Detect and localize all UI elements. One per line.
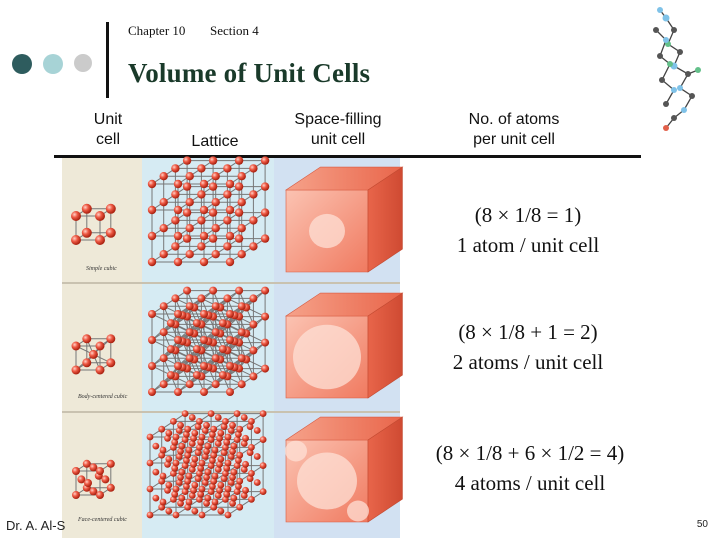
atom-sphere — [236, 478, 243, 485]
atom-sphere — [217, 456, 224, 463]
atom-sphere — [238, 224, 246, 232]
atom-sphere — [82, 334, 91, 343]
atom-sphere — [183, 287, 191, 295]
atom-sphere — [200, 310, 208, 318]
row-body-centered-count — [408, 317, 648, 377]
atom-sphere — [248, 418, 255, 425]
atom-sphere — [178, 469, 185, 476]
atom-sphere — [209, 287, 217, 295]
atom-sphere — [223, 164, 231, 172]
atom-sphere — [212, 302, 220, 310]
atom-sphere — [230, 443, 237, 450]
atom-sphere — [209, 156, 217, 164]
atom-sphere — [261, 182, 269, 190]
atom-sphere — [260, 410, 267, 417]
atom-sphere — [204, 469, 211, 476]
atom-sphere — [238, 302, 246, 310]
atom-sphere — [189, 414, 196, 421]
caption-face-centered-cubic: Face-centered cubic — [78, 517, 127, 523]
atom-sphere — [226, 388, 234, 396]
atom-sphere — [225, 486, 232, 493]
atom-sphere — [96, 467, 104, 475]
atom-sphere — [212, 499, 219, 506]
atom-sphere — [222, 418, 229, 425]
atom-sphere — [261, 156, 269, 164]
atom-sphere — [212, 473, 219, 480]
col-header-space-filling-line1: Space-filling — [294, 111, 382, 128]
atom-sphere — [193, 319, 201, 327]
atom-sphere — [95, 211, 105, 221]
atom-sphere — [184, 426, 191, 433]
col-header-atoms-line1: No. of atoms — [468, 111, 560, 128]
sphere-face-cut — [309, 214, 345, 248]
atom-sphere — [199, 460, 206, 467]
atom-sphere — [210, 426, 217, 433]
chapter-label: Chapter 10 — [128, 23, 186, 38]
atom-sphere — [248, 444, 255, 451]
atom-sphere — [235, 234, 243, 242]
atom-sphere — [171, 294, 179, 302]
atom-sphere — [200, 206, 208, 214]
atom-sphere — [165, 508, 172, 515]
atom-sphere — [96, 342, 105, 351]
atom-sphere — [148, 362, 156, 370]
atom-sphere — [71, 235, 81, 245]
section-label: Section 4 — [210, 23, 259, 38]
atom-sphere — [174, 388, 182, 396]
atom-sphere — [147, 486, 154, 493]
atom-sphere — [226, 258, 234, 266]
sphere-face-cut — [293, 325, 361, 390]
col-header-atoms-line2: per unit cell — [473, 131, 555, 148]
atom-sphere — [199, 434, 206, 441]
atom-sphere — [160, 380, 168, 388]
row-face-centered-count — [398, 438, 662, 498]
atom-sphere — [204, 495, 211, 502]
atom-sphere — [82, 358, 91, 367]
atom-sphere — [212, 172, 220, 180]
caption-simple-cubic: Simple cubic — [86, 266, 117, 272]
atom-sphere — [186, 250, 194, 258]
atom-sphere — [223, 242, 231, 250]
atom-sphere — [226, 310, 234, 318]
atom-sphere — [254, 479, 261, 486]
atom-sphere — [249, 372, 257, 380]
atom-sphere — [225, 460, 232, 467]
atom-sphere — [191, 508, 198, 515]
atom-sphere — [173, 434, 180, 441]
atom-sphere — [235, 182, 243, 190]
atom-sphere — [200, 388, 208, 396]
atom-sphere — [242, 461, 249, 468]
atom-sphere — [235, 208, 243, 216]
atom-sphere — [160, 172, 168, 180]
atom-sphere — [106, 228, 116, 238]
atom-sphere — [106, 358, 115, 367]
atom-sphere — [193, 345, 201, 353]
atom-sphere — [260, 462, 267, 469]
atom-sphere — [178, 443, 185, 450]
atom-sphere — [95, 235, 105, 245]
atom-sphere — [208, 410, 215, 417]
atom-sphere — [235, 156, 243, 164]
atom-sphere — [238, 172, 246, 180]
sphere-face-cut — [347, 501, 369, 522]
atom-sphere — [212, 354, 220, 362]
atom-sphere — [171, 190, 179, 198]
sphere-face-cut — [285, 441, 307, 462]
atom-sphere — [89, 350, 98, 359]
atom-sphere — [84, 479, 92, 487]
atom-sphere — [261, 287, 269, 295]
atom-sphere — [186, 172, 194, 180]
atom-sphere — [147, 512, 154, 519]
atom-sphere — [226, 206, 234, 214]
atom-sphere — [248, 470, 255, 477]
page-number: 50 — [696, 519, 708, 530]
atom-sphere — [261, 313, 269, 321]
calc-body-centered: (8 × 1/8 + 1 = 2) — [458, 320, 598, 344]
atom-sphere — [183, 182, 191, 190]
atom-sphere — [183, 156, 191, 164]
atom-sphere — [241, 414, 248, 421]
atom-sphere — [226, 362, 234, 370]
atom-sphere — [209, 208, 217, 216]
atom-sphere — [148, 180, 156, 188]
result-body-centered: 2 atoms / unit cell — [452, 350, 604, 374]
atom-sphere — [238, 328, 246, 336]
atom-sphere — [186, 473, 193, 480]
atom-sphere — [260, 436, 267, 443]
atom-sphere — [173, 486, 180, 493]
atom-sphere — [191, 456, 198, 463]
atom-sphere — [235, 287, 243, 295]
page-title: Volume of Unit Cells — [128, 58, 371, 88]
row-simple-cubic-count — [408, 200, 648, 260]
atom-sphere — [82, 204, 92, 214]
atom-sphere — [152, 443, 159, 450]
atom-sphere — [200, 180, 208, 188]
atom-sphere — [204, 443, 211, 450]
atom-sphere — [249, 346, 257, 354]
atom-sphere — [261, 208, 269, 216]
atom-sphere — [186, 198, 194, 206]
atom-sphere — [72, 366, 81, 375]
atom-sphere — [238, 198, 246, 206]
col-header-unit-cell-line1: Unit — [93, 111, 123, 128]
atom-sphere — [242, 435, 249, 442]
atom-sphere — [72, 491, 80, 499]
atom-sphere — [229, 422, 236, 429]
atom-sphere — [225, 434, 232, 441]
atom-sphere — [226, 232, 234, 240]
atom-sphere — [219, 345, 227, 353]
atom-sphere — [212, 250, 220, 258]
atom-sphere — [209, 182, 217, 190]
atom-sphere — [230, 469, 237, 476]
atom-sphere — [178, 495, 185, 502]
atom-sphere — [249, 320, 257, 328]
atom-sphere — [212, 328, 220, 336]
atom-sphere — [230, 495, 237, 502]
atom-sphere — [160, 499, 167, 506]
atom-sphere — [238, 380, 246, 388]
atom-sphere — [71, 211, 81, 221]
atom-sphere — [174, 362, 182, 370]
atom-sphere — [225, 512, 232, 519]
calc-simple-cubic: (8 × 1/8 = 1) — [474, 203, 582, 227]
atom-sphere — [200, 232, 208, 240]
atom-sphere — [186, 447, 193, 454]
atom-sphere — [165, 430, 172, 437]
atom-sphere — [261, 365, 269, 373]
atom-sphere — [148, 388, 156, 396]
atom-sphere — [183, 208, 191, 216]
caption-body-centered-cubic: Body-centered cubic — [78, 394, 128, 400]
atom-sphere — [238, 354, 246, 362]
atom-sphere — [203, 422, 210, 429]
atom-sphere — [170, 418, 177, 425]
atom-sphere — [226, 336, 234, 344]
col-header-lattice: Lattice — [191, 133, 239, 150]
atom-sphere — [148, 336, 156, 344]
calc-face-centered: (8 × 1/8 + 6 × 1/2 = 4) — [435, 441, 625, 465]
atom-sphere — [217, 430, 224, 437]
atom-sphere — [223, 294, 231, 302]
atom-sphere — [148, 310, 156, 318]
atom-sphere — [234, 410, 241, 417]
atom-sphere — [174, 180, 182, 188]
sphere-face-cut — [297, 453, 357, 510]
atom-sphere — [160, 224, 168, 232]
atom-sphere — [197, 216, 205, 224]
atom-sphere — [148, 206, 156, 214]
atom-sphere — [167, 319, 175, 327]
atom-sphere — [200, 362, 208, 370]
atom-sphere — [148, 258, 156, 266]
atom-sphere — [160, 473, 167, 480]
footer-author: Dr. A. Al-S — [6, 518, 66, 533]
atom-sphere — [152, 469, 159, 476]
atom-sphere — [106, 204, 116, 214]
atom-sphere — [249, 164, 257, 172]
atom-sphere — [199, 512, 206, 519]
atom-sphere — [173, 512, 180, 519]
atom-sphere — [212, 198, 220, 206]
atom-sphere — [171, 216, 179, 224]
atom-sphere — [217, 482, 224, 489]
atom-sphere — [254, 453, 261, 460]
atom-sphere — [160, 198, 168, 206]
atom-sphere — [160, 302, 168, 310]
atom-sphere — [197, 294, 205, 302]
atom-sphere — [196, 418, 203, 425]
atom-sphere — [186, 328, 194, 336]
atom-sphere — [236, 426, 243, 433]
atom-sphere — [174, 206, 182, 214]
atom-sphere — [197, 242, 205, 250]
atom-sphere — [236, 452, 243, 459]
atom-sphere — [160, 447, 167, 454]
atom-sphere — [174, 310, 182, 318]
atom-sphere — [236, 504, 243, 511]
atom-sphere — [261, 234, 269, 242]
atom-sphere — [160, 328, 168, 336]
atom-sphere — [191, 430, 198, 437]
atom-sphere — [182, 410, 189, 417]
atom-sphere — [186, 354, 194, 362]
atom-sphere — [223, 190, 231, 198]
atom-sphere — [215, 414, 222, 421]
atom-sphere — [260, 488, 267, 495]
atom-sphere — [217, 508, 224, 515]
atom-sphere — [242, 487, 249, 494]
atom-sphere — [165, 456, 172, 463]
atom-sphere — [167, 345, 175, 353]
atom-sphere — [238, 250, 246, 258]
atom-sphere — [96, 366, 105, 375]
atom-sphere — [148, 232, 156, 240]
atom-sphere — [212, 447, 219, 454]
atom-sphere — [193, 371, 201, 379]
atom-sphere — [212, 224, 220, 232]
result-face-centered: 4 atoms / unit cell — [454, 471, 606, 495]
atom-sphere — [186, 380, 194, 388]
atom-sphere — [223, 216, 231, 224]
atom-sphere — [174, 336, 182, 344]
atom-sphere — [152, 495, 159, 502]
atom-sphere — [107, 460, 115, 468]
atom-sphere — [249, 190, 257, 198]
atom-sphere — [147, 460, 154, 467]
atom-sphere — [186, 302, 194, 310]
atom-sphere — [249, 242, 257, 250]
atom-sphere — [174, 232, 182, 240]
atom-sphere — [200, 336, 208, 344]
atom-sphere — [261, 339, 269, 347]
atom-sphere — [209, 234, 217, 242]
atom-sphere — [106, 334, 115, 343]
atom-sphere — [171, 242, 179, 250]
atom-sphere — [158, 426, 165, 433]
atom-sphere — [174, 258, 182, 266]
atom-sphere — [82, 228, 92, 238]
atom-sphere — [186, 224, 194, 232]
atom-sphere — [171, 164, 179, 172]
atom-sphere — [249, 216, 257, 224]
atom-sphere — [249, 294, 257, 302]
atom-sphere — [197, 190, 205, 198]
atom-sphere — [107, 484, 115, 492]
result-simple-cubic: 1 atom / unit cell — [456, 233, 600, 257]
atom-sphere — [160, 354, 168, 362]
atom-sphere — [101, 475, 109, 483]
atom-sphere — [219, 371, 227, 379]
atom-sphere — [186, 499, 193, 506]
atom-sphere — [177, 422, 184, 429]
atom-sphere — [197, 164, 205, 172]
atom-sphere — [96, 491, 104, 499]
atom-sphere — [72, 467, 80, 475]
atom-sphere — [191, 482, 198, 489]
col-header-space-filling-line2: unit cell — [310, 131, 366, 148]
atom-sphere — [212, 380, 220, 388]
atom-sphere — [219, 319, 227, 327]
atom-sphere — [167, 371, 175, 379]
atom-sphere — [147, 434, 154, 441]
atom-sphere — [248, 496, 255, 503]
atom-sphere — [165, 482, 172, 489]
atom-sphere — [183, 234, 191, 242]
atom-sphere — [200, 258, 208, 266]
col-header-unit-cell-line2: cell — [95, 131, 120, 148]
atom-sphere — [72, 342, 81, 351]
atom-sphere — [226, 180, 234, 188]
atom-sphere — [173, 460, 180, 467]
atom-sphere — [160, 250, 168, 258]
atom-sphere — [254, 427, 261, 434]
atom-sphere — [199, 486, 206, 493]
